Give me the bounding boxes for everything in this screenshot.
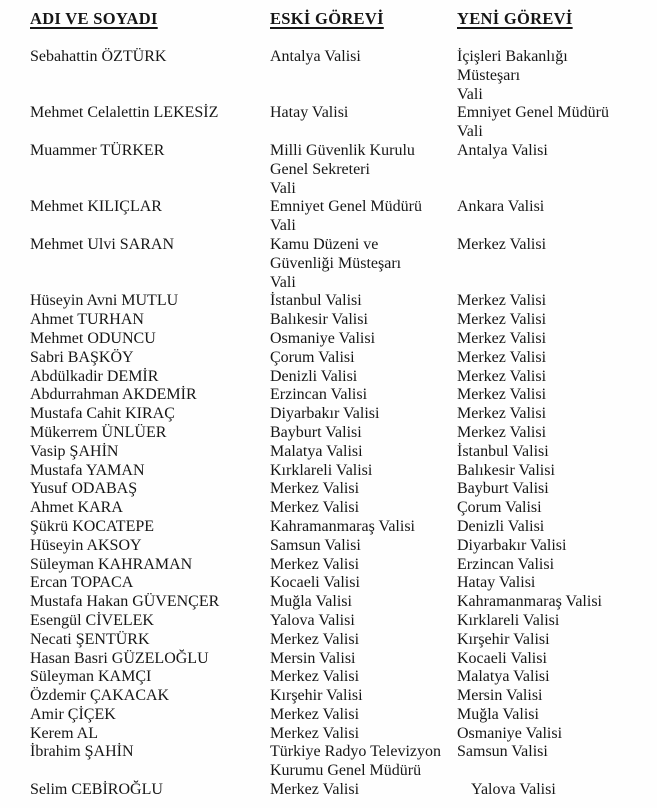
name-cell (30, 480, 270, 499)
cell-line: Vali (270, 179, 296, 197)
cell-line: Antalya Valisi (457, 141, 548, 159)
cell-line: Kırklareli Valisi (457, 611, 560, 629)
cell-line: Merkez Valisi (270, 781, 360, 799)
name-cell (30, 537, 270, 556)
table-row (0, 668, 657, 687)
table-row (0, 368, 657, 387)
cell-line: Çorum Valisi (457, 499, 542, 517)
cell-line: Bayburt Valisi (270, 423, 362, 441)
new-position-cell (457, 330, 649, 349)
cell-line: Ercan TOPACA (30, 574, 134, 592)
cell-line: Kerem AL (30, 724, 98, 742)
cell-line: Muğla Valisi (457, 705, 539, 723)
name-cell (30, 292, 270, 311)
cell-line: İstanbul Valisi (270, 292, 362, 310)
old-position-cell (270, 781, 457, 800)
cell-line: Osmaniye Valisi (270, 329, 376, 347)
table-row (0, 349, 657, 368)
cell-line: Süleyman KAHRAMAN (30, 555, 193, 573)
cell-line: Mustafa Cahit KIRAÇ (30, 405, 175, 423)
name-cell (30, 687, 270, 706)
cell-line: Erzincan Valisi (457, 555, 555, 573)
table-row (0, 593, 657, 612)
table-row (0, 781, 657, 800)
table-row (0, 386, 657, 405)
table-header (0, 8, 657, 31)
old-position-cell (270, 292, 457, 311)
cell-line: Abdurrahman AKDEMİR (30, 386, 197, 404)
new-position-cell (457, 743, 649, 781)
old-position-cell (270, 48, 457, 104)
cell-line: Diyarbakır Valisi (270, 405, 380, 423)
name-cell (30, 574, 270, 593)
old-position-cell (270, 499, 457, 518)
table-row (0, 612, 657, 631)
cell-line: Denizli Valisi (270, 367, 358, 385)
old-position-cell (270, 386, 457, 405)
cell-line: Kocaeli Valisi (457, 649, 547, 667)
cell-line: Merkez Valisi (457, 235, 547, 253)
cell-line: Şükrü KOCATEPE (30, 517, 155, 535)
column-header-new-position: YENİ GÖREVİ (457, 9, 573, 28)
old-position-cell (270, 593, 457, 612)
table-row (0, 574, 657, 593)
table-row (0, 443, 657, 462)
new-position-cell (457, 311, 649, 330)
cell-line: Mustafa YAMAN (30, 461, 145, 479)
old-position-cell (270, 349, 457, 368)
name-cell (30, 706, 270, 725)
old-position-cell (270, 537, 457, 556)
new-position-cell (457, 368, 649, 387)
cell-line: Süleyman KAMÇI (30, 668, 152, 686)
cell-line: Merkez Valisi (270, 499, 360, 517)
cell-line: İbrahim ŞAHİN (30, 743, 134, 761)
cell-line: Balıkesir Valisi (270, 311, 368, 329)
cell-line: Selim CEBİROĞLU (30, 781, 163, 799)
cell-line: Merkez Valisi (457, 329, 547, 347)
cell-line: Ankara Valisi (457, 198, 545, 216)
table-row (0, 405, 657, 424)
old-position-cell (270, 650, 457, 669)
cell-line: Muammer TÜRKER (30, 141, 165, 159)
column-header-name: ADI VE SOYADI (30, 9, 158, 28)
cell-line: Diyarbakır Valisi (457, 536, 567, 554)
cell-line: İçişleri Bakanlığı (457, 48, 568, 65)
old-position-cell (270, 443, 457, 462)
new-position-cell (457, 499, 649, 518)
new-position-cell (457, 443, 649, 462)
old-position-cell (270, 424, 457, 443)
cell-line: Hatay Valisi (457, 574, 536, 592)
cell-line: Mehmet ODUNCU (30, 329, 156, 347)
old-position-cell (270, 480, 457, 499)
new-position-cell (457, 687, 649, 706)
table-row (0, 330, 657, 349)
cell-line: Vali (270, 273, 296, 291)
table-row (0, 631, 657, 650)
cell-line: Kırklareli Valisi (270, 461, 373, 479)
cell-line: Ahmet TURHAN (30, 311, 144, 329)
cell-line: Bayburt Valisi (457, 480, 549, 498)
name-cell (30, 668, 270, 687)
new-position-cell (457, 142, 649, 198)
table-body (0, 48, 657, 800)
cell-line: Kocaeli Valisi (270, 574, 360, 592)
cell-line: Emniyet Genel Müdürü (270, 198, 422, 216)
new-position-cell (457, 104, 649, 142)
cell-line: Merkez Valisi (270, 724, 360, 742)
cell-line: Yusuf ODABAŞ (30, 480, 138, 498)
cell-line: Osmaniye Valisi (457, 724, 563, 742)
new-position-cell (457, 480, 649, 499)
old-position-cell (270, 631, 457, 650)
cell-line: Denizli Valisi (457, 517, 545, 535)
cell-line: Balıkesir Valisi (457, 461, 555, 479)
old-position-cell (270, 405, 457, 424)
cell-line: Kamu Düzeni ve (270, 235, 379, 253)
new-position-cell (457, 518, 649, 537)
new-position-cell (457, 405, 649, 424)
table-row (0, 706, 657, 725)
old-position-cell (270, 104, 457, 142)
new-position-cell (457, 668, 649, 687)
cell-line: Mersin Valisi (270, 649, 356, 667)
name-cell (30, 330, 270, 349)
table-row (0, 650, 657, 669)
cell-line: Samsun Valisi (270, 536, 361, 554)
cell-line: Mehmet KILIÇLAR (30, 198, 162, 216)
name-cell (30, 499, 270, 518)
table-row (0, 198, 657, 236)
old-position-cell (270, 518, 457, 537)
cell-line: Hasan Basri GÜZELOĞLU (30, 649, 209, 667)
old-position-cell (270, 368, 457, 387)
table-row (0, 311, 657, 330)
cell-line: Emniyet Genel Müdürü (457, 104, 609, 122)
column-header-old-position: ESKİ GÖREVİ (270, 9, 384, 28)
new-position-cell (457, 424, 649, 443)
cell-line: Yalova Valisi (471, 781, 556, 799)
old-position-cell (270, 311, 457, 330)
cell-line: Mehmet Celalettin LEKESİZ (30, 104, 219, 122)
cell-line: İstanbul Valisi (457, 442, 549, 460)
cell-line: Samsun Valisi (457, 743, 548, 761)
new-position-cell (457, 574, 649, 593)
old-position-cell (270, 236, 457, 292)
cell-line: Merkez Valisi (270, 630, 360, 648)
table-row (0, 687, 657, 706)
old-position-cell (270, 725, 457, 744)
cell-line: Malatya Valisi (270, 442, 363, 460)
table-row (0, 499, 657, 518)
new-position-cell (457, 556, 649, 575)
new-position-cell (457, 706, 649, 725)
cell-line: Vasip ŞAHİN (30, 442, 119, 460)
name-cell (30, 743, 270, 781)
cell-line: Merkez Valisi (270, 480, 360, 498)
name-cell (30, 593, 270, 612)
cell-line: Merkez Valisi (457, 311, 547, 329)
name-cell (30, 48, 270, 104)
new-position-cell (457, 198, 649, 236)
old-position-cell (270, 706, 457, 725)
name-cell (30, 236, 270, 292)
cell-line: Sabri BAŞKÖY (30, 348, 134, 366)
old-position-cell (270, 743, 457, 781)
cell-line: Vali (457, 123, 483, 141)
cell-line: Merkez Valisi (457, 405, 547, 423)
name-cell (30, 612, 270, 631)
name-cell (30, 556, 270, 575)
cell-line: Necati ŞENTÜRK (30, 630, 150, 648)
cell-line: Özdemir ÇAKACAK (30, 687, 170, 705)
name-cell (30, 631, 270, 650)
new-position-cell (457, 236, 649, 292)
new-position-cell (457, 48, 649, 104)
cell-line: Hatay Valisi (270, 104, 349, 122)
cell-line: Merkez Valisi (457, 348, 547, 366)
name-cell (30, 443, 270, 462)
cell-line: Merkez Valisi (270, 668, 360, 686)
cell-line: Kahramanmaraş Valisi (270, 517, 415, 535)
new-position-cell (457, 725, 649, 744)
name-cell (30, 349, 270, 368)
header-cell-name (30, 8, 270, 31)
cell-line: Abdülkadir DEMİR (30, 367, 159, 385)
old-position-cell (270, 687, 457, 706)
table-row (0, 462, 657, 481)
new-position-cell (457, 631, 649, 650)
old-position-cell (270, 142, 457, 198)
header-cell-old-position (270, 8, 457, 31)
cell-line: Milli Güvenlik Kurulu (270, 141, 415, 159)
cell-line: Kurumu Genel Müdürü (270, 762, 422, 780)
cell-line: Sebahattin ÖZTÜRK (30, 48, 167, 65)
table-row (0, 480, 657, 499)
name-cell (30, 462, 270, 481)
new-position-cell (457, 781, 649, 800)
name-cell (30, 368, 270, 387)
old-position-cell (270, 668, 457, 687)
cell-line: Mersin Valisi (457, 687, 543, 705)
cell-line: Merkez Valisi (457, 292, 547, 310)
name-cell (30, 725, 270, 744)
cell-line: Ahmet KARA (30, 499, 123, 517)
cell-line: Çorum Valisi (270, 348, 355, 366)
new-position-cell (457, 349, 649, 368)
name-cell (30, 311, 270, 330)
cell-line: Kırşehir Valisi (270, 687, 363, 705)
table-row (0, 518, 657, 537)
cell-line: Mükerrem ÜNLÜER (30, 423, 167, 441)
old-position-cell (270, 462, 457, 481)
cell-line: Vali (457, 85, 483, 103)
table-row (0, 743, 657, 781)
cell-line: Hüseyin AKSOY (30, 536, 142, 554)
old-position-cell (270, 330, 457, 349)
name-cell (30, 198, 270, 236)
new-position-cell (457, 292, 649, 311)
cell-line: Yalova Valisi (270, 611, 355, 629)
cell-line: Vali (270, 217, 296, 235)
cell-line: Güvenliği Müsteşarı (270, 254, 402, 272)
name-cell (30, 405, 270, 424)
name-cell (30, 104, 270, 142)
table-row (0, 537, 657, 556)
name-cell (30, 518, 270, 537)
cell-line: Hüseyin Avni MUTLU (30, 292, 179, 310)
new-position-cell (457, 537, 649, 556)
table-row (0, 725, 657, 744)
old-position-cell (270, 556, 457, 575)
cell-line: Merkez Valisi (270, 705, 360, 723)
cell-line: Merkez Valisi (457, 367, 547, 385)
cell-line: Müsteşarı (457, 66, 521, 84)
new-position-cell (457, 612, 649, 631)
table-row (0, 424, 657, 443)
table-row (0, 292, 657, 311)
cell-line: Merkez Valisi (457, 386, 547, 404)
new-position-cell (457, 462, 649, 481)
cell-line: Mehmet Ulvi SARAN (30, 235, 174, 253)
table-row (0, 48, 657, 104)
cell-line: Türkiye Radyo Televizyon (270, 743, 441, 761)
new-position-cell (457, 386, 649, 405)
old-position-cell (270, 198, 457, 236)
table-row (0, 236, 657, 292)
cell-line: Kahramanmaraş Valisi (457, 593, 602, 611)
cell-line: Genel Sekreteri (270, 160, 370, 178)
new-position-cell (457, 650, 649, 669)
name-cell (30, 650, 270, 669)
cell-line: Merkez Valisi (457, 423, 547, 441)
table-row (0, 556, 657, 575)
name-cell (30, 424, 270, 443)
cell-line: Antalya Valisi (270, 48, 361, 65)
cell-line: Esengül CİVELEK (30, 611, 154, 629)
cell-line: Erzincan Valisi (270, 386, 368, 404)
cell-line: Merkez Valisi (270, 555, 360, 573)
table-row (0, 104, 657, 142)
new-position-cell (457, 593, 649, 612)
old-position-cell (270, 612, 457, 631)
cell-line: Malatya Valisi (457, 668, 550, 686)
header-cell-new-position (457, 8, 649, 31)
cell-line: Kırşehir Valisi (457, 630, 550, 648)
name-cell (30, 386, 270, 405)
cell-line: Mustafa Hakan GÜVENÇER (30, 593, 220, 611)
table-row (0, 142, 657, 198)
old-position-cell (270, 574, 457, 593)
name-cell (30, 781, 270, 800)
name-cell (30, 142, 270, 198)
cell-line: Muğla Valisi (270, 593, 352, 611)
cell-line: Amir ÇİÇEK (30, 705, 116, 723)
